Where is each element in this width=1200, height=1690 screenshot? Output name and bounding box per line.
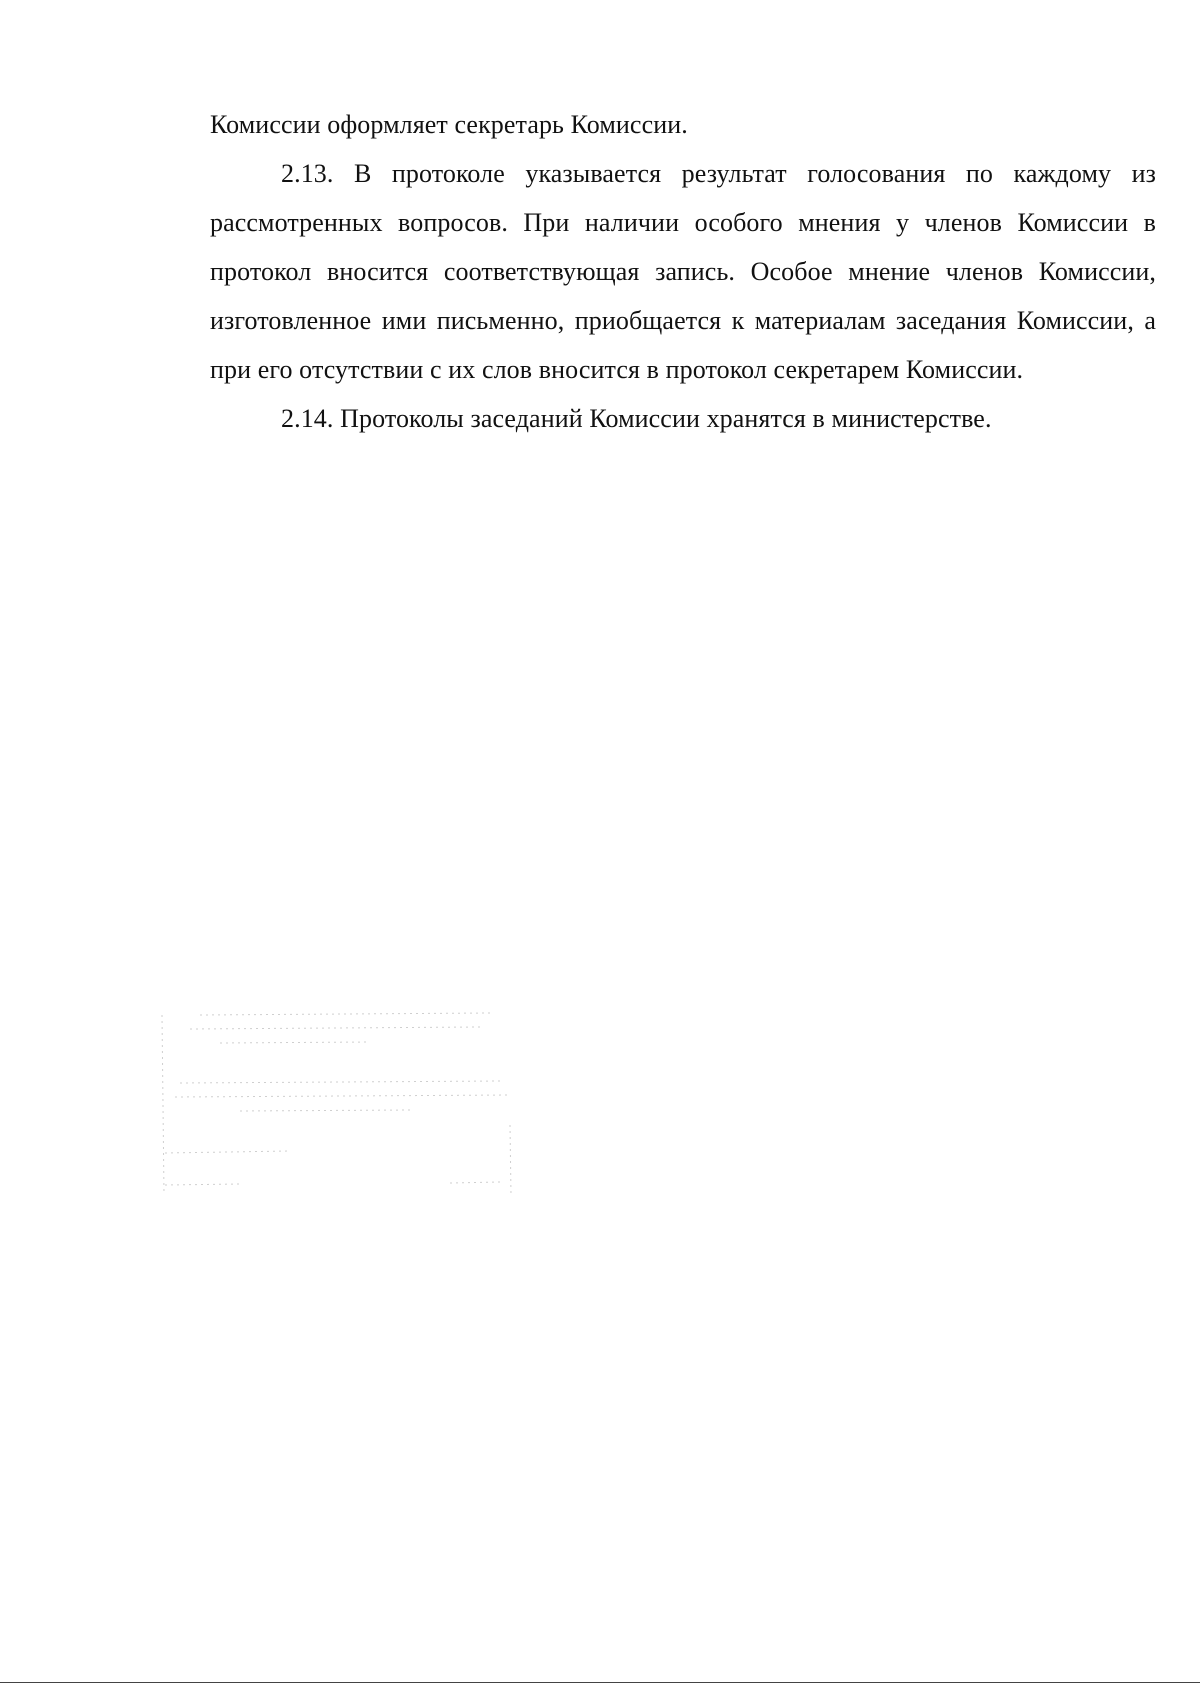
faded-stamp-icon [160,995,550,1225]
bottom-edge-rule [0,1682,1200,1683]
paragraph-continuation: Комиссии оформляет секретарь Комиссии. [210,110,688,139]
paragraph-clause-2-14: 2.14. Протоколы заседаний Комиссии хранятся в министерстве. [281,404,992,433]
document-body [210,100,1156,443]
paragraph-clause-2-13: 2.13. В протоколе указывается результат голосования по каждому из рассмотренных вопросов. При наличии особого мнения у членов Комиссии в протокол вносится соответствующая запись. Особое мнение членов Комиссии, изготовленное ими письменно, приобщается к материалам заседания Комиссии, а при его отсутствии с их слов вносится в протокол секретарем Комиссии. [210,159,1156,384]
faded-stamp-imprint [160,995,550,1225]
